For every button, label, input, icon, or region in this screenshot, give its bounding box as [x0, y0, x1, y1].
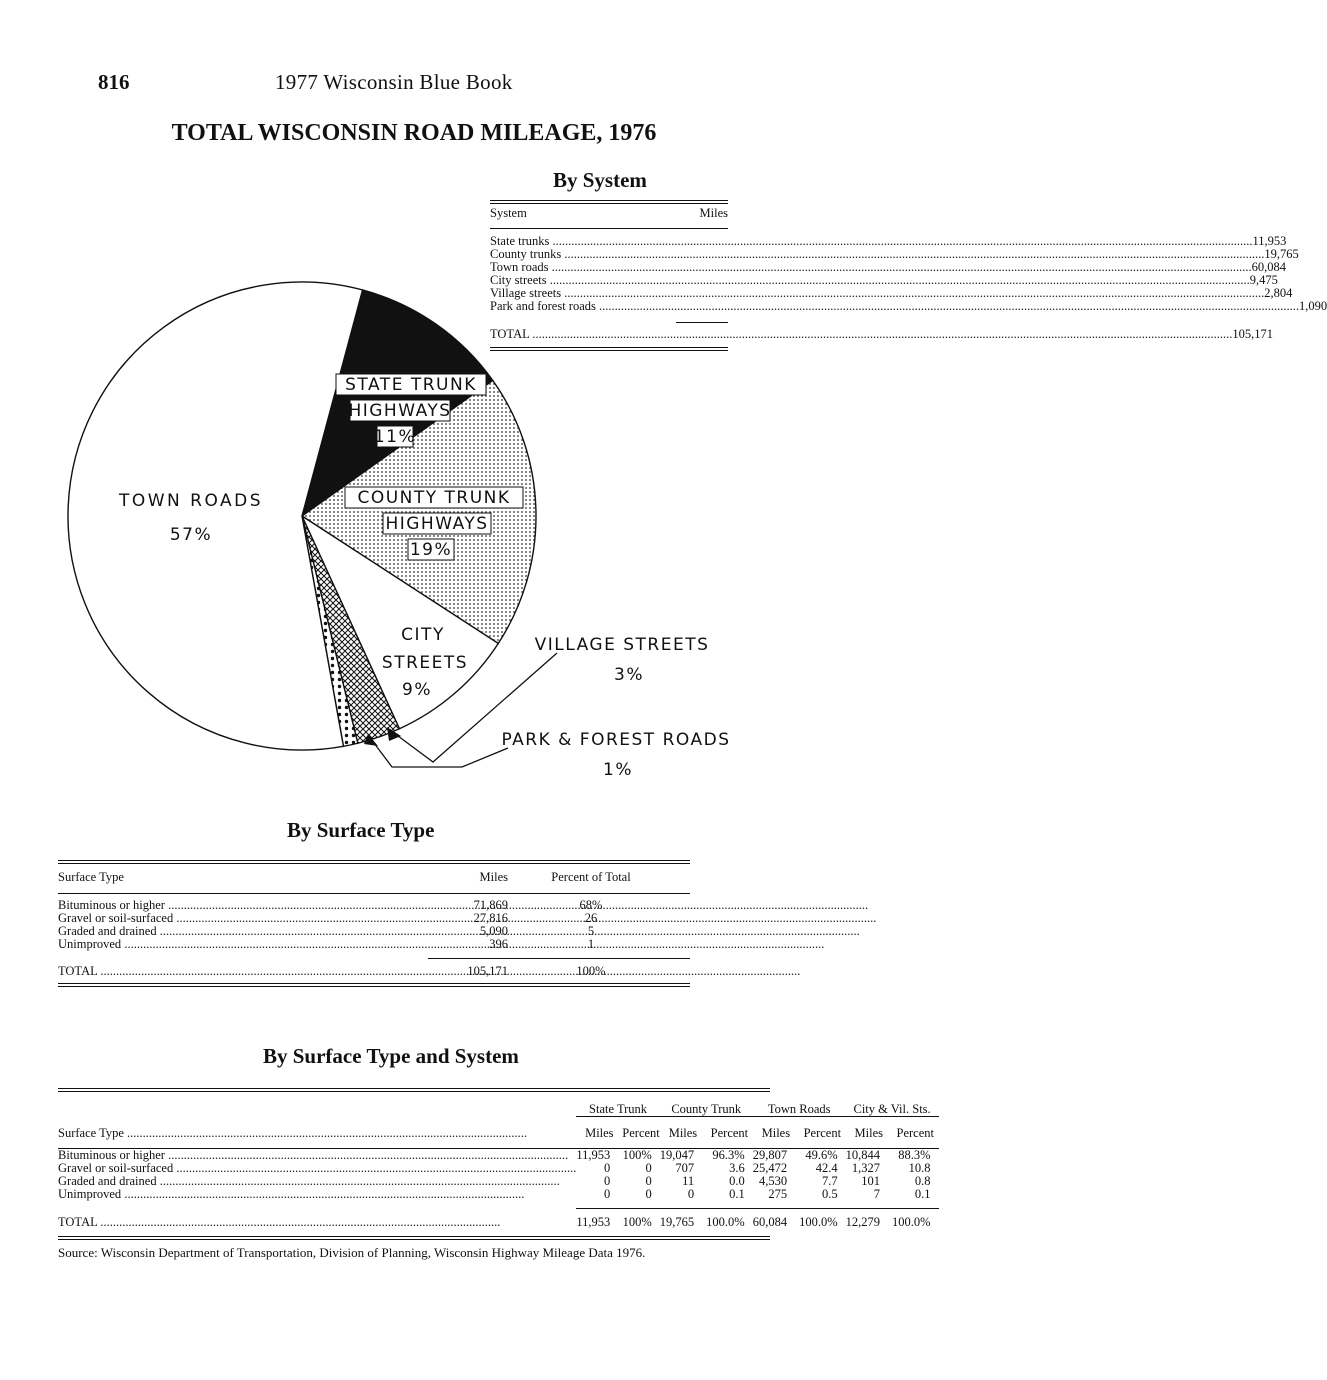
miles-subheader: Miles: [854, 1126, 884, 1140]
percent-subheader: Percent: [622, 1126, 660, 1140]
total-label: TOTAL .....: [58, 965, 428, 978]
city-streets-label-pct: 9%: [402, 680, 432, 700]
state-trunk-label-line2: HIGHWAYS: [348, 401, 452, 421]
table-cell: 0.1: [729, 1186, 745, 1201]
total-cell: 60,084: [752, 1214, 788, 1229]
table-cell: 275: [768, 1186, 788, 1201]
table-cell: 0.1: [914, 1186, 931, 1201]
row-label: Gravel or soil-surfaced .....: [58, 1162, 576, 1175]
system-label: State trunks .....: [490, 235, 1253, 248]
state-trunk-label-line1: STATE TRUNK: [345, 375, 477, 395]
village-streets-label-pct: 3%: [614, 665, 644, 685]
table-row: [58, 1162, 939, 1175]
book-title: 1977 Wisconsin Blue Book: [275, 70, 513, 94]
total-cell: 100.0%: [891, 1214, 931, 1229]
table-cell: 11: [682, 1173, 695, 1188]
system-group-header: County Trunk: [671, 1101, 742, 1116]
table-cell: 88.3%: [898, 1147, 931, 1162]
by-surface-system-title: By Surface Type and System: [263, 1044, 519, 1068]
surface-label: Unimproved .....: [58, 938, 428, 951]
source-note: Source: Wisconsin Department of Transportation, Division of Planning, Wisconsin Highway Mileage Data 1976.: [58, 1245, 646, 1260]
table-cell: 3.6: [729, 1160, 745, 1175]
total-miles: 105,171: [1232, 327, 1274, 341]
total-cell: 11,953: [576, 1214, 611, 1229]
surface-percent: 1: [587, 937, 595, 951]
table-cell: 100%: [622, 1147, 652, 1162]
system-group-header: Town Roads: [767, 1101, 831, 1116]
table-cell: 1,327: [851, 1160, 880, 1175]
system-row: [490, 299, 1327, 313]
total-miles: 105,171: [467, 964, 508, 978]
table-cell: 0: [687, 1186, 695, 1201]
table-cell: 42.4: [815, 1160, 838, 1175]
surface-row: [58, 938, 690, 951]
table-cell: 29,807: [752, 1147, 788, 1162]
table-cell: 0: [604, 1186, 611, 1201]
system-miles: 19,765: [1264, 247, 1299, 261]
surface-type-row-header: Surface Type .....: [58, 1122, 576, 1140]
total-cell: 100.0%: [799, 1214, 838, 1229]
county-trunk-label-pct: 19%: [409, 540, 453, 560]
table-cell: 0.8: [914, 1173, 931, 1188]
total-cell: 12,279: [845, 1214, 880, 1229]
miles-subheader: Miles: [585, 1126, 614, 1140]
system-label: City streets .....: [490, 274, 1250, 287]
town-roads-label: TOWN ROADS: [118, 491, 264, 511]
by-surface-system-table: [58, 1088, 934, 1229]
miles-subheader: Miles: [761, 1126, 791, 1140]
table-cell: 10.8: [908, 1160, 931, 1175]
table-cell: 25,472: [752, 1160, 788, 1175]
row-label: Unimproved .....: [58, 1188, 576, 1201]
state-trunk-label-pct: 11%: [373, 427, 417, 447]
table-cell: 707: [675, 1160, 695, 1175]
county-trunk-label-line2: HIGHWAYS: [385, 514, 489, 534]
table-cell: 96.3%: [712, 1147, 745, 1162]
system-label: Park and forest roads .....: [490, 300, 1299, 313]
system-label: Town roads .....: [490, 261, 1252, 274]
village-streets-label: VILLAGE STREETS: [534, 635, 710, 655]
surface-miles: 396: [489, 937, 508, 951]
surface-percent: 5: [587, 924, 595, 938]
road-mileage-pie-chart: [0, 270, 859, 790]
total-percent: 100%: [576, 964, 606, 978]
surface-label: Gravel or soil-surfaced .....: [58, 912, 428, 925]
county-trunk-label-line1: COUNTY TRUNK: [357, 488, 511, 508]
table-cell: 101: [861, 1173, 880, 1188]
surface-pct-col-header: Percent of Total: [551, 870, 631, 884]
table-cell: 10,844: [845, 1147, 880, 1162]
surface-percent: 68%: [579, 898, 603, 912]
surface-label: Bituminous or higher .....: [58, 899, 428, 912]
by-system-title: By System: [553, 168, 647, 192]
by-surface-total-row: [58, 965, 690, 978]
by-system-table: [490, 200, 1327, 341]
surface-miles-col-header: Miles: [479, 870, 508, 884]
system-miles: 2,804: [1264, 286, 1293, 300]
miles-subheader: Miles: [668, 1126, 698, 1140]
surface-percent: 26: [584, 911, 598, 925]
system-label: County trunks .....: [490, 248, 1264, 261]
page-title: TOTAL WISCONSIN ROAD MILEAGE, 1976: [171, 120, 657, 146]
by-surface-title: By Surface Type: [287, 818, 435, 842]
system-miles: 1,090: [1299, 299, 1327, 313]
percent-subheader: Percent: [710, 1126, 749, 1140]
table-cell: 7: [873, 1186, 880, 1201]
system-group-header: State Trunk: [589, 1101, 648, 1116]
city-streets-label-line2: STREETS: [381, 653, 469, 673]
total-cell: 100%: [622, 1214, 652, 1229]
park-forest-label-pct: 1%: [603, 760, 633, 780]
table-cell: 19,047: [659, 1147, 695, 1162]
table-cell: 4,530: [758, 1173, 788, 1188]
surface-miles: 71,869: [473, 898, 508, 912]
table-cell: 0.0: [729, 1173, 745, 1188]
percent-subheader: Percent: [803, 1126, 842, 1140]
system-col-header: System: [490, 206, 527, 220]
by-surface-table: [58, 860, 690, 978]
table-cell: 7.7: [821, 1173, 838, 1188]
table-row: [58, 1175, 939, 1188]
system-label: Village streets .....: [490, 287, 1264, 300]
table-cell: 0: [645, 1160, 652, 1175]
system-miles: 9,475: [1249, 273, 1278, 287]
page-number: 816: [98, 70, 130, 94]
table-cell: 0: [604, 1173, 611, 1188]
miles-col-header: Miles: [699, 206, 728, 220]
total-label: TOTAL .....: [490, 328, 1232, 341]
surface-type-col-header: Surface Type: [58, 870, 124, 884]
surface-miles: 27,816: [473, 911, 508, 925]
by-system-total-row: [490, 327, 1274, 341]
row-label: Bituminous or higher .....: [58, 1148, 576, 1162]
percent-subheader: Percent: [896, 1126, 934, 1140]
surface-label: Graded and drained .....: [58, 925, 428, 938]
town-roads-label-pct: 57%: [169, 525, 213, 545]
table-row: [58, 1188, 939, 1201]
table-cell: 0: [645, 1173, 652, 1188]
system-miles: 60,084: [1251, 260, 1286, 274]
total-cell: 100.0%: [706, 1214, 745, 1229]
table-cell: 0.5: [821, 1186, 838, 1201]
surface-miles: 5,090: [479, 924, 508, 938]
system-group-header: City & Vil. Sts.: [853, 1101, 931, 1116]
city-streets-label-line1: CITY: [401, 625, 445, 645]
table-cell: 49.6%: [805, 1147, 838, 1162]
total-label: TOTAL .....: [58, 1209, 576, 1229]
total-cell: 19,765: [659, 1214, 695, 1229]
table-cell: 0: [645, 1186, 652, 1201]
system-miles: 11,953: [1252, 234, 1287, 248]
table-row: [58, 1148, 939, 1162]
table-cell: 0: [604, 1160, 611, 1175]
park-forest-label: PARK & FOREST ROADS: [501, 730, 731, 750]
park-forest-callout-line: [371, 739, 508, 767]
row-label: Graded and drained .....: [58, 1175, 576, 1188]
by-surface-system-total-row: [58, 1209, 939, 1229]
table-cell: 11,953: [576, 1147, 611, 1162]
